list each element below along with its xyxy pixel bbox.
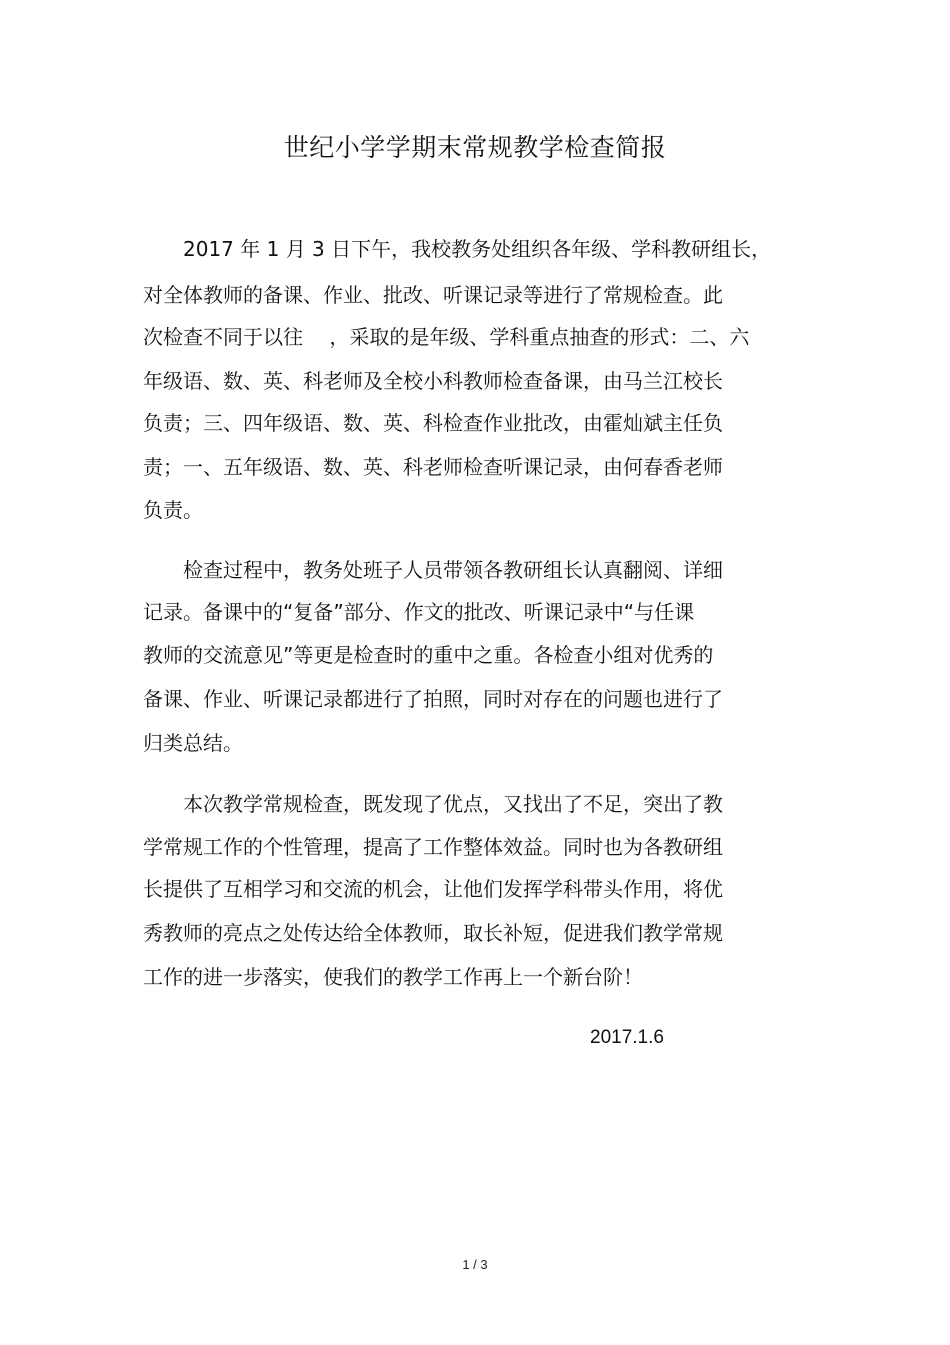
text-line: 长提供了互相学习和交流的机会，让他们发挥学科带头作用，将优 bbox=[143, 877, 723, 901]
text-line: 教师的交流意见”等更是检查时的重中之重。各检查小组对优秀的 bbox=[143, 643, 714, 667]
text-line: 责；一、五年级语、数、英、科老师检查听课记录，由何春香老师 bbox=[143, 455, 723, 479]
text-line: 检查过程中，教务处班子人员带领各教研组长认真翻阅、详细 bbox=[143, 558, 723, 582]
text-line: 秀教师的亮点之处传达给全体教师，取长补短，促进我们教学常规 bbox=[143, 921, 723, 945]
text-line: 次检查不同于以往 ，采取的是年级、学科重点抽查的形式：二、六 bbox=[143, 325, 750, 349]
text-line: 工作的进一步落实，使我们的教学工作再上一个新台阶！ bbox=[143, 965, 643, 989]
text-line: 年级语、数、英、科老师及全校小科教师检查备课，由马兰江校长 bbox=[143, 369, 723, 393]
document-date: 2017.1.6 bbox=[590, 1027, 664, 1048]
text-line: 2017 年 1 月 3 日下午，我校教务处组织各年级、学科教研组长， bbox=[143, 237, 772, 261]
text-line: 记录。备课中的“复备”部分、作文的批改、听课记录中“与任课 bbox=[143, 600, 695, 624]
document-title: 世纪小学学期末常规教学检查简报 bbox=[283, 133, 667, 162]
text-line: 备课、作业、听课记录都进行了拍照，同时对存在的问题也进行了 bbox=[143, 687, 723, 711]
text-line: 对全体教师的备课、作业、批改、听课记录等进行了常规检查。此 bbox=[143, 283, 723, 307]
page-number: 1 / 3 bbox=[462, 1257, 488, 1272]
text-line: 归类总结。 bbox=[143, 731, 243, 755]
text-line: 本次教学常规检查，既发现了优点，又找出了不足，突出了教 bbox=[143, 792, 723, 816]
text-line: 负责。 bbox=[143, 498, 203, 522]
text-line: 负责；三、四年级语、数、英、科检查作业批改，由霍灿斌主任负 bbox=[143, 411, 723, 435]
text-line: 学常规工作的个性管理，提高了工作整体效益。同时也为各教研组 bbox=[143, 835, 723, 859]
